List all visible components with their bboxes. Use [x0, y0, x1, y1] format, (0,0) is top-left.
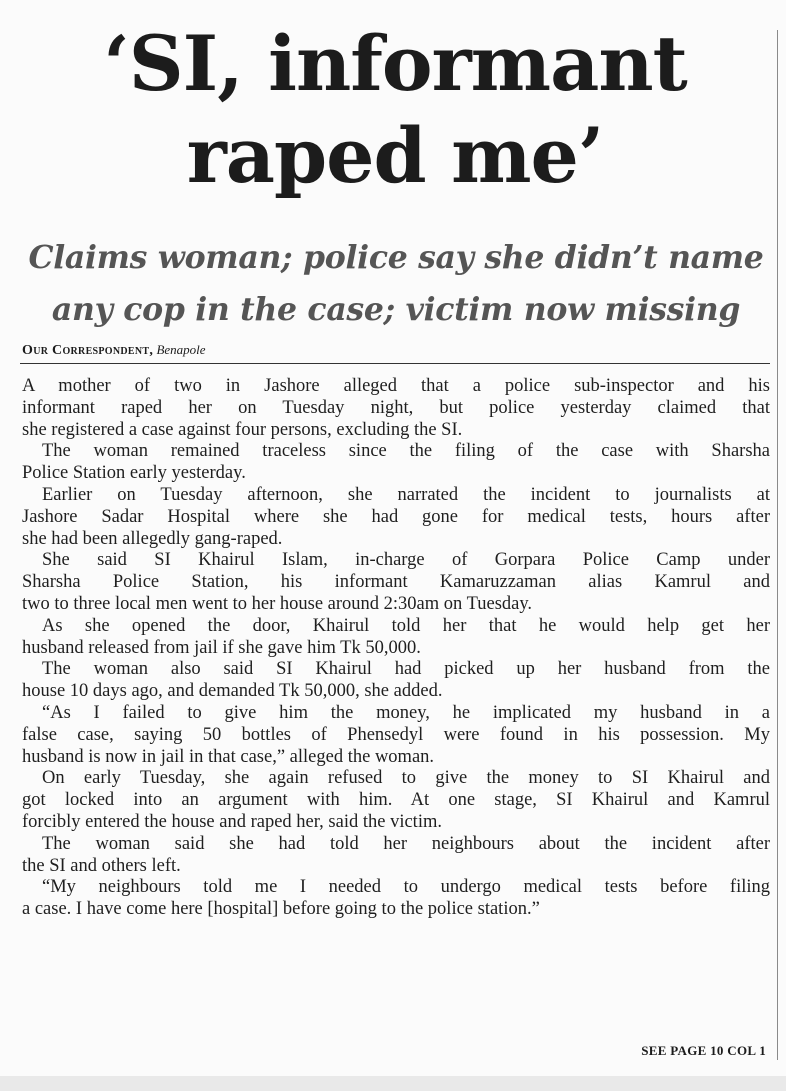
article-line: husband released from jail if she gave him Tk 50,000.: [22, 637, 421, 658]
subheadline-line: Claims woman; police say she didn’t name: [28, 239, 764, 276]
headline-line: ‘SI, informant: [103, 19, 687, 108]
article-paragraph: [22, 703, 770, 768]
article-line: The woman said she had told her neighbours about the incident after: [42, 833, 770, 854]
article-line: false case, saying 50 bottles of Phensedyl were found in his possession. My: [22, 724, 770, 745]
article-line: Jashore Sadar Hospital where she had gone for medical tests, hours after: [22, 506, 770, 527]
article-paragraph: [22, 550, 770, 615]
scan-edge: [0, 1076, 786, 1091]
article-paragraph: [22, 376, 770, 441]
article-paragraph: [22, 485, 770, 550]
byline: [22, 342, 206, 359]
article-line: She said SI Khairul Islam, in-charge of Gorpara Police Camp under: [42, 550, 770, 571]
article-line: the SI and others left.: [22, 855, 181, 876]
continued-jump: SEE PAGE 10 COL 1: [641, 1043, 766, 1058]
article-body: [22, 376, 770, 921]
article-paragraph: [22, 616, 770, 660]
column-rule: [777, 30, 778, 1060]
article-paragraph: [22, 659, 770, 703]
byline-correspondent: Our Correspondent,: [22, 343, 154, 358]
article-line: On early Tuesday, she again refused to give the money to SI Khairul and: [42, 768, 770, 789]
headline-line: raped me’: [186, 111, 604, 200]
headline: [20, 18, 770, 202]
article-line: she registered a case against four persons, excluding the SI.: [22, 419, 463, 440]
article-line: A mother of two in Jashore alleged that a police sub-inspector and his: [22, 376, 770, 396]
byline-location: Benapole: [156, 342, 206, 357]
article-line: she had been allegedly gang-raped.: [22, 528, 283, 549]
subheadline: [20, 232, 772, 336]
article-line: got locked into an argument with him. At one stage, SI Khairul and Kamrul: [22, 790, 770, 811]
article-line: Sharsha Police Station, his informant Kamaruzzaman alias Kamrul and: [22, 572, 770, 593]
subheadline-line: any cop in the case; victim now missing: [51, 291, 741, 328]
byline-divider: [20, 363, 770, 364]
article-paragraph: [22, 441, 770, 485]
article-paragraph: [22, 834, 770, 878]
article-line: “As I failed to give him the money, he implicated my husband in a: [42, 702, 770, 723]
article-line: husband is now in jail in that case,” alleged the woman.: [22, 746, 435, 767]
article-paragraph: [22, 877, 770, 921]
article-line: house 10 days ago, and demanded Tk 50,000, she added.: [22, 681, 443, 702]
article-line: The woman remained traceless since the filing of the case with Sharsha: [42, 441, 770, 462]
article-line: a case. I have come here [hospital] before going to the police station.”: [22, 899, 540, 920]
article-line: The woman also said SI Khairul had picked up her husband from the: [42, 659, 770, 680]
article-line: Earlier on Tuesday afternoon, she narrated the incident to journalists at: [42, 484, 770, 505]
article-paragraph: [22, 768, 770, 833]
article-line: Police Station early yesterday.: [22, 463, 246, 484]
article-line: informant raped her on Tuesday night, but police yesterday claimed that: [22, 397, 770, 418]
article-line: “My neighbours told me I needed to undergo medical tests before filing: [42, 877, 770, 898]
article-line: forcibly entered the house and raped her, said the victim.: [22, 811, 442, 832]
article-line: two to three local men went to her house around 2:30am on Tuesday.: [22, 593, 533, 614]
article-line: As she opened the door, Khairul told her that he would help get her: [42, 615, 770, 636]
